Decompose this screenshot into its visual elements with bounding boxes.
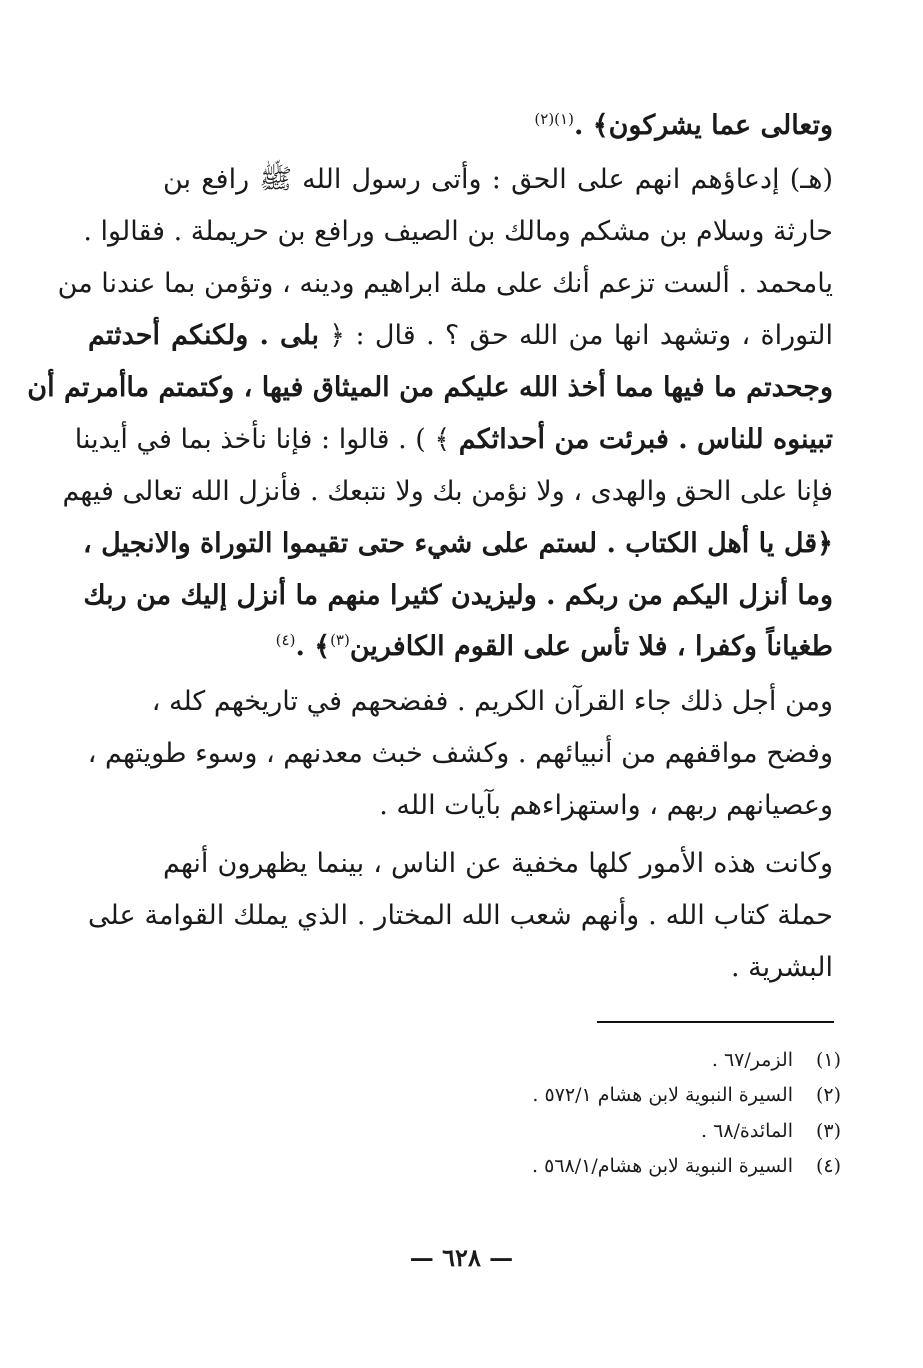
quran-quote: بلى . ولكنكم أحدثتم [88, 320, 319, 351]
quran-quote: تبينوه للناس . فبرئت من أحداثكم [458, 424, 833, 455]
footnote-marker: (٣) [330, 631, 350, 649]
footnote [421, 1081, 841, 1109]
body-line [88, 896, 833, 936]
body-line [83, 576, 833, 616]
quote-close: ﴾ . [295, 631, 331, 662]
body-line [88, 106, 833, 146]
footnote-text: المائدة/٦٨ . [701, 1120, 793, 1142]
line-text: التوراة ، وتشهد انها من الله حق ؟ . قال : ﴿ [318, 320, 833, 351]
quran-quote: وما أنزل اليكم من ربكم . وليزيدن كثيرا منهم ما أنزل إليك من ربك [83, 580, 833, 611]
line-text: يامحمد . ألست تزعم أنك على ملة ابراهيم ودينه ، وتؤمن بما عندنا من [57, 268, 833, 299]
footnote-text: السيرة النبوية لابن هشام ٥٧٢/١ . [532, 1084, 793, 1106]
body-line [88, 786, 833, 826]
footnote-text: السيرة النبوية لابن هشام/٥٦٨/١ . [532, 1155, 793, 1177]
footnote-number: (١) [815, 1049, 841, 1071]
footnote-marker: (١)(٢) [534, 110, 574, 128]
line-text: وتعالى عما يشركون﴾ . [573, 110, 833, 141]
quran-quote: ﴿قل يا أهل الكتاب . لستم على شيء حتى تقيموا التوراة والانجيل ، [83, 528, 833, 559]
quran-quote: طغياناً وكفرا ، فلا تأس على القوم الكافرين [349, 631, 833, 662]
body-line [83, 212, 833, 252]
footnote-marker: (٤) [275, 631, 296, 649]
footnote-number: (٣) [815, 1120, 841, 1142]
line-text: البشرية . [730, 952, 833, 983]
footnote [421, 1117, 841, 1145]
body-line [163, 844, 833, 884]
footnote-number: (٤) [815, 1155, 841, 1177]
footnote-separator [597, 1021, 834, 1023]
footnote-text: الزمر/٦٧ . [711, 1049, 793, 1071]
footnote [421, 1046, 841, 1074]
body-line [163, 160, 833, 200]
body-line [83, 524, 833, 564]
footnote-number: (٢) [815, 1084, 841, 1106]
body-line [62, 472, 833, 512]
line-text: فإنا على الحق والهدى ، ولا نؤمن بك ولا نتبعك . فأنزل الله تعالى فيهم [62, 476, 833, 507]
footnote [421, 1152, 841, 1180]
line-text: وكانت هذه الأمور كلها مخفية عن الناس ، بينما يظهرون أنهم [163, 848, 833, 879]
line-text: ومن أجل ذلك جاء القرآن الكريم . ففضحهم في تاريخهم كله ، [151, 686, 833, 717]
line-text: وعصيانهم ربهم ، واستهزاءهم بآيات الله . [379, 790, 833, 821]
body-line [27, 368, 833, 408]
body-line [57, 264, 833, 304]
quran-quote: وجحدتم ما فيها مما أخذ الله عليكم من الميثاق فيها ، وكتمتم ماأمرتم أن [27, 372, 833, 403]
line-text: ﴾ ) . قالوا : فإنا نأخذ بما في أيدينا [74, 424, 459, 455]
body-line [74, 420, 833, 460]
body-line [88, 734, 833, 774]
body-line [151, 682, 833, 722]
line-text: حملة كتاب الله . وأنهم شعب الله المختار . الذي يملك القوامة على [88, 900, 833, 931]
body-line [88, 316, 833, 356]
body-line [88, 627, 833, 667]
page-number: — ٦٢٨ — [409, 1243, 514, 1272]
line-text: (هـ) إدعاؤهم انهم على الحق : وأتى رسول الله ﷺ رافع بن [163, 164, 833, 195]
body-line [88, 948, 833, 988]
line-text: وفضح مواقفهم من أنبيائهم . وكشف خبث معدنهم ، وسوء طويتهم ، [87, 738, 833, 769]
line-text: حارثة وسلام بن مشكم ومالك بن الصيف ورافع بن حريملة . فقالوا . [83, 216, 833, 247]
